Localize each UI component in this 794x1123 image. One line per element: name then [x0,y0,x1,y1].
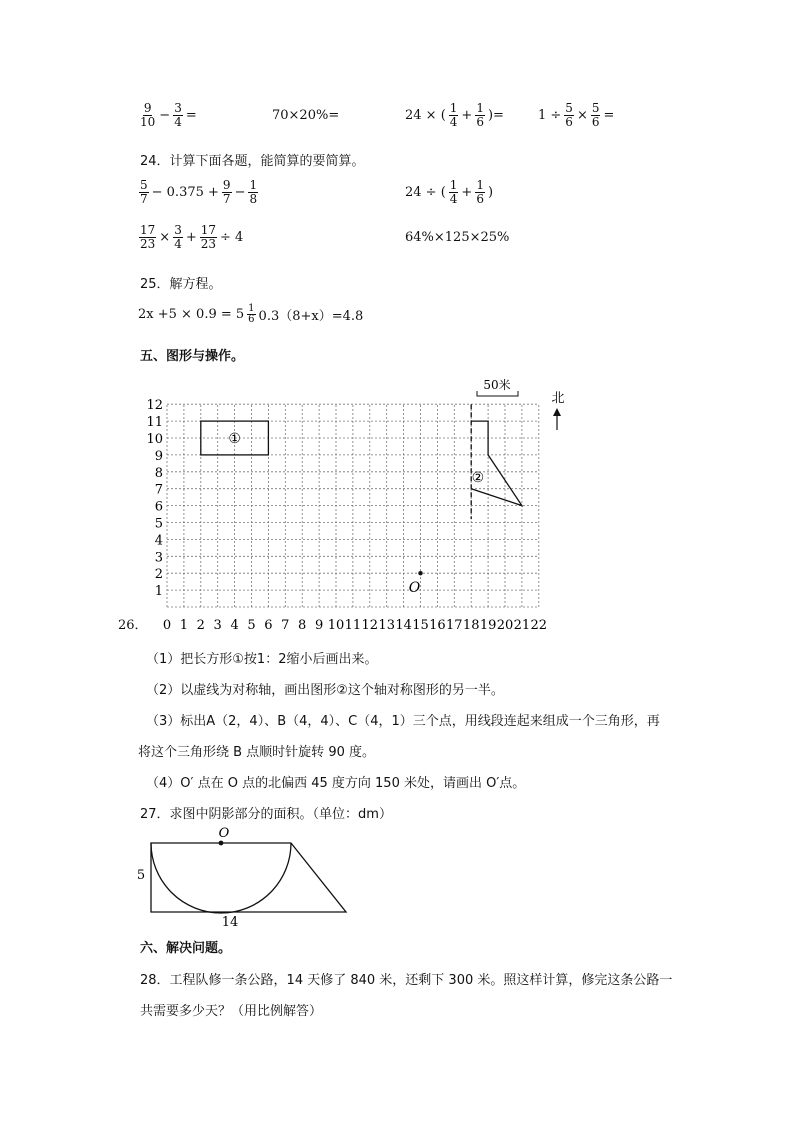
x-tick-label: 20 [496,618,514,633]
expr-24-4: 64%×125×25% [405,230,510,245]
y-tick-label: 11 [146,415,163,431]
fraction: $\frac{17}{23}$ [200,223,217,251]
axis-ticks [146,398,547,633]
section-6-title: 六、解决问题。 [140,941,232,956]
y-tick-label: 10 [146,432,163,447]
expr-24-2: 24 ÷ ( $\frac{1}{4}$ + $\frac{1}{6}$ ) [405,178,494,206]
task-2: （2）以虚线为对称轴，画出图形②这个轴对称图形的另一半。 [146,683,504,698]
x-tick-label: 10 [327,618,345,633]
question-26-number: 26． [118,618,148,633]
y-tick-label: 6 [154,499,163,515]
x-tick-label: 17 [446,618,463,633]
height-label: 5 [136,868,146,883]
question-25-title: 25．解方程。 [140,277,222,292]
fraction: $\frac{3}{4}$ [174,223,182,251]
x-tick-label: 4 [230,618,239,633]
point-o [418,571,422,575]
equation-2: 0.3（8+x）=4.8 [258,309,364,324]
expr-23-3: 24 × ( $\frac{1}{4}$ + $\frac{1}{6}$ )= [405,101,504,129]
x-tick-label: 2 [196,618,205,633]
fraction: $\frac{9}{7}$ [222,178,231,206]
shape-2-label: ② [471,469,485,486]
task-4: （4）O′ 点在 O 点的北偏西 45 度方向 150 米处，请画出 O′点。 [146,776,526,791]
x-tick-label: 15 [412,618,429,633]
fraction: $\frac{5}{7}$ [140,178,148,206]
shapes [201,404,522,596]
fraction: $\frac{1}{6}$ [476,101,484,129]
fraction: $\frac{5}{6}$ [591,101,600,129]
fraction: $\frac{1}{8}$ [249,178,258,206]
x-tick-label: 19 [479,618,497,633]
x-tick-label: 0 [162,618,172,633]
y-tick-label: 1 [154,584,163,600]
x-tick-label: 3 [213,618,222,633]
x-tick-label: 5 [247,618,256,633]
y-tick-label: 4 [154,533,163,549]
center-label: O [218,826,230,841]
question-27-title: 27．求图中阴影部分的面积。（单位：dm） [140,807,392,822]
rectangle-1-label: ① [228,431,241,447]
trapezoid-outline [151,843,346,912]
scale-bar [477,377,518,396]
center-point [219,841,224,846]
base-label: 14 [221,915,239,930]
y-tick-label: 8 [154,465,163,481]
equation-1: 2x +5 × 0.9 = 5 $\frac{1}{6}$ 0.3（8+x）=4.8 [138,303,364,325]
point-o-label: O [408,580,421,597]
expr-23-1: $\frac{9}{10}$ − $\frac{3}{4}$ = [140,101,197,129]
x-tick-label: 21 [513,618,531,633]
x-tick-label: 8 [298,618,307,633]
section-5-title: 五、图形与操作。 [140,349,245,364]
x-tick-label: 7 [281,618,290,633]
fraction: $\frac{1}{4}$ [449,101,458,129]
expr-24-3: $\frac{17}{23}$ × $\frac{3}{4}$ + $\frac{17}{23}$ ÷ 4 [140,223,244,251]
grid-figure [110,372,590,637]
fraction: $\frac{1}{6}$ [476,178,484,206]
x-tick-label: 1 [179,618,189,633]
north-label: 北 [551,391,565,406]
task-3: （3）标出A（2，4）、B（4，4）、C（4，1）三个点，用线段连起来组成一个三角形，再 [146,714,660,729]
expr-24-1: $\frac{5}{7}$ − 0.375 + $\frac{9}{7}$ − $\frac{1}{8}$ [140,178,258,206]
expr-23-2: 70×20%= [272,108,340,123]
y-tick-label: 7 [154,482,163,498]
fraction: $\frac{1}{4}$ [449,178,458,206]
fraction: $\frac{1}{6}$ [248,303,255,325]
expr-23-4: 1 ÷ $\frac{5}{6}$ × $\frac{5}{6}$ = [538,101,615,129]
fraction: $\frac{17}{23}$ [140,223,156,251]
task-3-continued: 将这个三角形绕 B 点顺时针旋转 90 度。 [138,745,375,760]
x-tick-label: 9 [314,618,324,633]
x-tick-label: 11 [344,618,362,633]
y-tick-label: 5 [154,516,163,532]
semicircle-arc [151,843,291,913]
x-tick-label: 22 [530,618,548,633]
grid [167,404,539,607]
x-tick-label: 13 [378,618,395,633]
scale-label: 50米 [483,378,511,392]
x-tick-label: 14 [395,618,412,633]
shaded-figure [130,822,360,930]
x-tick-label: 18 [462,618,480,633]
task-1: （1）把长方形①按1：2缩小后画出来。 [146,652,378,667]
fraction: $\frac{9}{10}$ [140,101,156,129]
fraction: $\frac{3}{4}$ [174,101,182,129]
x-tick-label: 6 [264,618,273,633]
question-28-line-1: 28．工程队修一条公路，14 天修了 840 米，还剩下 300 米。照这样计算，修完这条公路一 [140,973,673,988]
shape-2-half [471,421,522,506]
question-28-line-2: 共需要多少天？（用比例解答） [140,1004,323,1019]
x-tick-label: 12 [361,618,379,633]
question-24-title: 24．计算下面各题，能简算的要简算。 [140,154,365,169]
y-tick-label: 12 [146,398,163,414]
y-tick-label: 3 [154,550,163,566]
fraction: $\frac{5}{6}$ [565,101,573,129]
north-arrow-icon [551,391,564,430]
y-tick-label: 9 [154,448,163,464]
y-tick-label: 2 [154,567,163,583]
x-tick-label: 16 [429,618,446,633]
